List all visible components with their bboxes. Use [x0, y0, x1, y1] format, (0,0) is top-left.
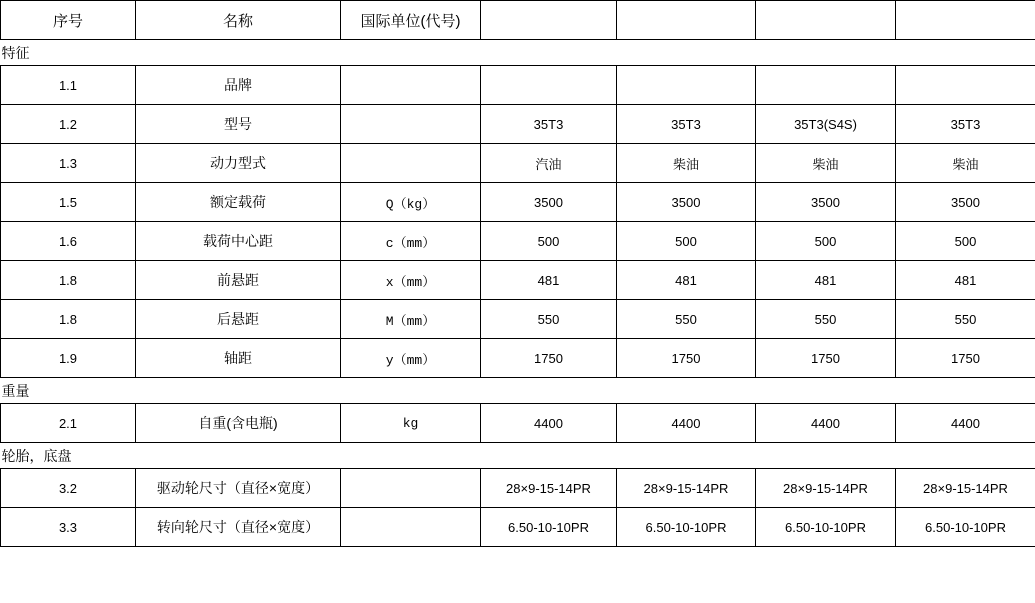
row-value-1: 28×9-15-14PR — [481, 469, 617, 508]
row-unit — [341, 66, 481, 105]
row-value-1: 6.50-10-10PR — [481, 508, 617, 547]
table-header-row — [1, 1, 1035, 40]
row-value-2: 28×9-15-14PR — [617, 469, 756, 508]
section-title-row — [1, 378, 1035, 404]
row-value-4: 550 — [896, 300, 1035, 339]
row-value-3: 1750 — [756, 339, 896, 378]
row-value-1: 4400 — [481, 404, 617, 443]
table-row — [1, 222, 1035, 261]
row-value-1: 500 — [481, 222, 617, 261]
row-value-4: 3500 — [896, 183, 1035, 222]
row-id: 1.6 — [1, 222, 136, 261]
row-id: 2.1 — [1, 404, 136, 443]
row-name: 动力型式 — [136, 144, 341, 183]
row-unit: kg — [341, 404, 481, 443]
row-unit: Q（kg） — [341, 183, 481, 222]
table-row — [1, 508, 1035, 547]
row-value-2: 1750 — [617, 339, 756, 378]
row-unit: M（mm） — [341, 300, 481, 339]
row-id: 3.2 — [1, 469, 136, 508]
header-cell-col6 — [756, 1, 896, 40]
row-name: 轴距 — [136, 339, 341, 378]
header-cell-unit: 国际单位(代号) — [341, 1, 481, 40]
table-row — [1, 144, 1035, 183]
row-unit — [341, 508, 481, 547]
row-id: 1.3 — [1, 144, 136, 183]
row-value-2: 550 — [617, 300, 756, 339]
row-unit — [341, 105, 481, 144]
row-value-2: 481 — [617, 261, 756, 300]
row-id: 1.8 — [1, 300, 136, 339]
header-cell-col7 — [896, 1, 1035, 40]
row-name: 后悬距 — [136, 300, 341, 339]
row-value-2: 6.50-10-10PR — [617, 508, 756, 547]
row-value-3: 35T3(S4S) — [756, 105, 896, 144]
row-value-1: 550 — [481, 300, 617, 339]
row-value-4: 35T3 — [896, 105, 1035, 144]
row-value-1: 1750 — [481, 339, 617, 378]
row-value-3 — [756, 66, 896, 105]
section-title-row — [1, 40, 1035, 66]
row-value-3: 柴油 — [756, 144, 896, 183]
table-row — [1, 105, 1035, 144]
row-unit: y（mm） — [341, 339, 481, 378]
row-value-2: 3500 — [617, 183, 756, 222]
header-cell-index: 序号 — [1, 1, 136, 40]
row-unit — [341, 144, 481, 183]
section-title-tires-chassis: 轮胎，底盘 — [1, 443, 1035, 469]
row-value-1: 481 — [481, 261, 617, 300]
row-value-3: 3500 — [756, 183, 896, 222]
row-value-3: 4400 — [756, 404, 896, 443]
row-value-4: 500 — [896, 222, 1035, 261]
row-value-2: 4400 — [617, 404, 756, 443]
row-unit: x（mm） — [341, 261, 481, 300]
header-cell-name: 名称 — [136, 1, 341, 40]
row-value-4: 柴油 — [896, 144, 1035, 183]
row-value-2 — [617, 66, 756, 105]
row-value-3: 550 — [756, 300, 896, 339]
row-value-3: 481 — [756, 261, 896, 300]
row-value-1: 3500 — [481, 183, 617, 222]
row-value-3: 28×9-15-14PR — [756, 469, 896, 508]
row-value-3: 500 — [756, 222, 896, 261]
row-id: 1.9 — [1, 339, 136, 378]
row-id: 1.1 — [1, 66, 136, 105]
row-value-1 — [481, 66, 617, 105]
row-value-4: 481 — [896, 261, 1035, 300]
row-value-1: 汽油 — [481, 144, 617, 183]
table-body — [1, 1, 1035, 547]
row-value-4 — [896, 66, 1035, 105]
row-name: 自重(含电瓶) — [136, 404, 341, 443]
row-value-4: 4400 — [896, 404, 1035, 443]
header-cell-col5 — [617, 1, 756, 40]
row-id: 1.8 — [1, 261, 136, 300]
row-value-3: 6.50-10-10PR — [756, 508, 896, 547]
row-name: 载荷中心距 — [136, 222, 341, 261]
table-row — [1, 339, 1035, 378]
row-value-1: 35T3 — [481, 105, 617, 144]
row-value-2: 500 — [617, 222, 756, 261]
section-title-row — [1, 443, 1035, 469]
section-title-weight: 重量 — [1, 378, 1035, 404]
row-name: 型号 — [136, 105, 341, 144]
row-value-4: 6.50-10-10PR — [896, 508, 1035, 547]
row-name: 前悬距 — [136, 261, 341, 300]
table-row — [1, 469, 1035, 508]
row-value-4: 1750 — [896, 339, 1035, 378]
table-row — [1, 183, 1035, 222]
row-name: 转向轮尺寸（直径×宽度） — [136, 508, 341, 547]
row-value-2: 柴油 — [617, 144, 756, 183]
header-cell-col4 — [481, 1, 617, 40]
row-name: 品牌 — [136, 66, 341, 105]
row-unit: c（mm） — [341, 222, 481, 261]
table-row — [1, 66, 1035, 105]
row-value-2: 35T3 — [617, 105, 756, 144]
table-row — [1, 261, 1035, 300]
section-title-features: 特征 — [1, 40, 1035, 66]
row-value-4: 28×9-15-14PR — [896, 469, 1035, 508]
row-id: 1.2 — [1, 105, 136, 144]
table-row — [1, 404, 1035, 443]
row-id: 1.5 — [1, 183, 136, 222]
row-name: 驱动轮尺寸（直径×宽度） — [136, 469, 341, 508]
table-row — [1, 300, 1035, 339]
row-unit — [341, 469, 481, 508]
row-name: 额定载荷 — [136, 183, 341, 222]
row-id: 3.3 — [1, 508, 136, 547]
